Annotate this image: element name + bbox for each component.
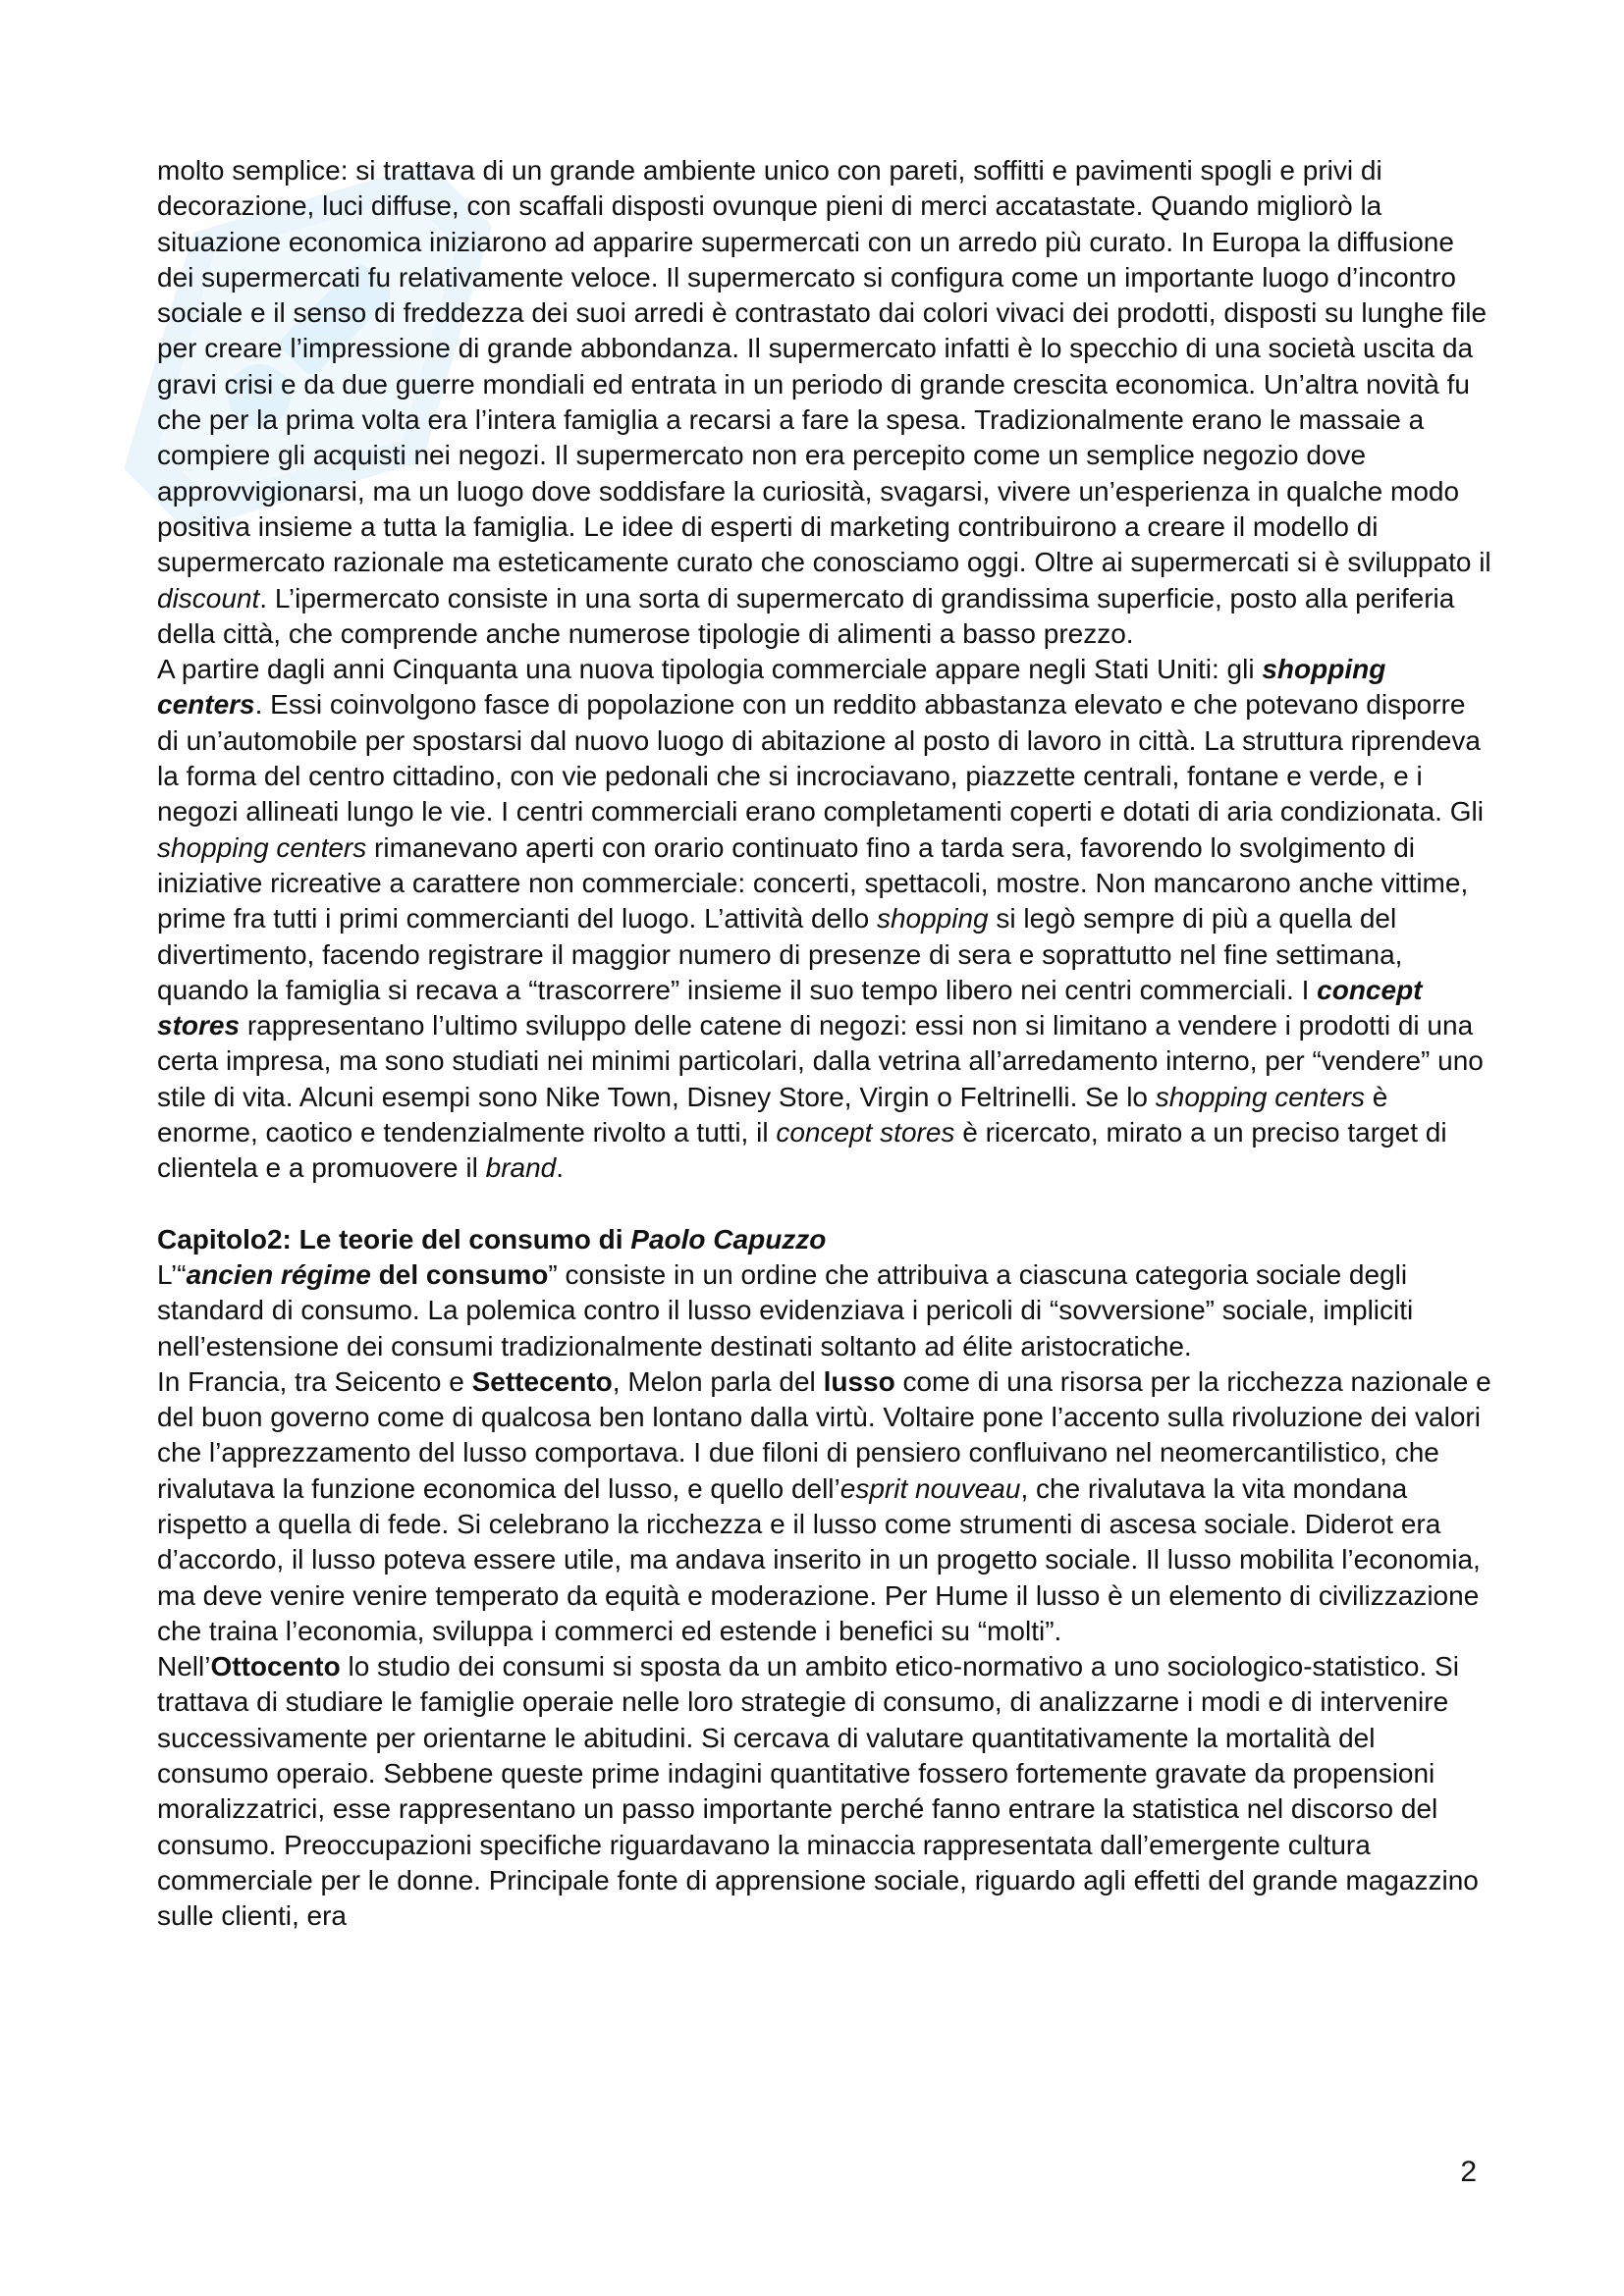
text-segment: A partire dagli anni Cinquanta una nuova tipologia commerciale appare negli Stati Uniti: gli: [157, 654, 1263, 685]
emphasis: [187, 1259, 371, 1290]
text-segment: , Melon parla del: [612, 1365, 824, 1397]
text-segment: concept stores: [157, 974, 1423, 1041]
text-segment: come di una risorsa per la ricchezza nazionale e del buon governo come di qualcosa ben lontano dalla virtù. Voltaire pone l’accento sulla rivoluzione dei valori che l’apprezzamento del lusso comportava. I due filoni di pensiero confluivano nel neomercantilistico, che rivalutava la funzione economica del lusso, e quello dell’: [157, 1365, 1491, 1504]
text-segment: brand: [485, 1152, 557, 1184]
paragraph-supermarket: [157, 153, 1492, 652]
text-segment: .: [556, 1152, 565, 1184]
text-segment: del consumo: [370, 1258, 549, 1290]
text-segment: è ricercato, mirato a un preciso target di clientela e a promuovere il: [157, 1117, 1447, 1184]
text-segment: rimanevano aperti con orario continuato fino a tarda sera, favorendo lo svolgimento di iniziative ricreative a carattere non commerciale: concerti, spettacoli, mostre. Non mancarono anche vittime, prime fra tutti i primi commercianti del luogo. L’attività dello: [157, 831, 1469, 934]
document-page: [157, 153, 1492, 1935]
text-segment: concept stores: [776, 1117, 955, 1148]
text-segment: discount: [157, 582, 260, 614]
paragraph-ottocento: [157, 1649, 1492, 1934]
document-body: [157, 153, 1492, 1935]
text-segment: shopping: [876, 903, 989, 934]
chapter-heading-text: Capitolo2: Le teorie del consumo di: [157, 1223, 631, 1255]
paragraph-ancien-regime: [157, 1257, 1492, 1364]
paragraph-shopping-centers: [157, 652, 1492, 1186]
text-segment: . L’ipermercato consiste in una sorta di supermercato di grandissima superficie, posto alla periferia della città, che comprende anche numerose tipologie di alimenti a basso prezzo.: [157, 582, 1455, 649]
text-segment: In Francia, tra Seicento e: [157, 1365, 472, 1397]
text-segment: shopping centers: [157, 831, 367, 863]
text-segment: . Essi coinvolgono fasce di popolazione con un reddito abbastanza elevato e che potevano disporre di un’automobile per spostarsi dal nuovo luogo di abitazione al posto di lavoro in città. La struttura riprendeva la forma del centro cittadino, con vie pedonali che si incrociavano, piazzette centrali, fontane e verde, e i negozi allineati lungo le vie. I centri commerciali erano completamenti coperti e dotati di aria condizionata. Gli: [157, 689, 1484, 828]
text-segment: esprit nouveau: [839, 1472, 1021, 1504]
text-segment: shopping centers: [157, 654, 1386, 721]
paragraph-francia: [157, 1364, 1492, 1649]
chapter-heading: [157, 1222, 1492, 1257]
text-segment: Ottocento: [210, 1651, 341, 1682]
text-segment: molto semplice: si trattava di un grande ambiente unico con pareti, soffitti e pavimenti spogli e privi di decorazione, luci diffuse, con scaffali disposti ovunque pieni di merci accatastate. Quando migliorò la situazione economica iniziarono ad apparire supermercati con un arredo più curato. In Europa la diffusione dei supermercati fu relativamente veloce. Il supermercato si configura come un importante luogo d’incontro sociale e il senso di freddezza dei suoi arredi è contrastato dai colori vivaci dei prodotti, disposti su lunghe file per creare l’impressione di grande abbondanza. Il supermercato infatti è lo specchio di una società uscita da gravi crisi e da due guerre mondiali ed entrata in un periodo di grande crescita economica. Un’altra novità fu che per la prima volta era l’intera famiglia a recarsi a fare la spesa. Tradizionalmente erano le massaie a compiere gli acquisti nei negozi. Il supermercato non era percepito come un semplice negozio dove approvvigionarsi, ma un luogo dove soddisfare la curiosità, svagarsi, vivere un’esperienza in qualche modo positiva insieme a tutta la famiglia. Le idee di esperti di marketing contribuirono a creare il modello di supermercato razionale ma esteticamente curato che conosciamo oggi. Oltre ai supermercati si è sviluppato il: [157, 155, 1491, 578]
text-segment: lo studio dei consumi si sposta da un ambito etico-normativo a uno sociologico-statistico. Si trattava di studiare le famiglie operaie nelle loro strategie di consumo, di analizzarne i modi e di intervenire successivamente per orientarne le abitudini. Si cercava di valutare quantitativamente la mortalità del consumo operaio. Sebbene queste prime indagini quantitative fossero fortemente gravate da propensioni moralizzatrici, esse rappresentano un passo importante perché fanno entrare la statistica nel discorso del consumo. Preoccupazioni specifiche riguardavano la minaccia rappresentata dall’emergente cultura commerciale per le donne. Principale fonte di apprensione sociale, riguardo agli effetti del grande magazzino sulle clienti, era: [157, 1651, 1479, 1932]
text-segment: è enorme, caotico e tendenzialmente rivolto a tutti, il: [157, 1081, 1388, 1148]
text-segment: Settecento: [471, 1365, 613, 1397]
text-segment: , che rivalutava la vita mondana rispetto a quella di fede. Si celebrano la ricchezza e il lusso come strumenti di ascesa sociale. Diderot era d’accordo, il lusso poteva essere utile, ma andava inserito in un progetto sociale. Il lusso mobilita l’economia, ma deve venire venire temperato da equità e moderazione. Per Hume il lusso è un elemento di civilizzazione che traina l’economia, sviluppa i commerci ed estende i benefici su “molti”.: [157, 1472, 1481, 1646]
text-segment: shopping centers: [1155, 1081, 1366, 1112]
chapter-heading-author: Paolo Capuzzo: [630, 1223, 827, 1255]
page-number: 2: [1460, 2156, 1477, 2188]
text-segment: ” consiste in un ordine che attribuiva a ciascuna categoria sociale degli standard di consumo. La polemica contro il lusso evidenziava i pericoli di “sovversione” sociale, impliciti nell’estensione dei consumi tradizionalmente destinati soltanto ad élite aristocratiche.: [157, 1258, 1414, 1362]
text-segment: rappresentano l’ultimo sviluppo delle catene di negozi: essi non si limitano a vendere i prodotti di una certa impresa, ma sono studiati nei minimi particolari, dalla vetrina all’arredamento interno, per “vendere” uno stile di vita. Alcuni esempi sono Nike Town, Disney Store, Virgin o Feltrinelli. Se lo: [157, 1010, 1484, 1112]
text-segment: lusso: [823, 1365, 895, 1397]
text-segment: ancien régime: [186, 1258, 371, 1290]
text-segment: Nell’: [157, 1651, 211, 1682]
text-segment: L’“: [157, 1258, 187, 1290]
text-segment: si legò sempre di più a quella del divertimento, facendo registrare il maggior numero di presenze di sera e soprattutto nel fine settimana, quando la famiglia si recava a “trascorrere” insieme il suo tempo libero nei centri commerciali. I: [157, 903, 1403, 1005]
